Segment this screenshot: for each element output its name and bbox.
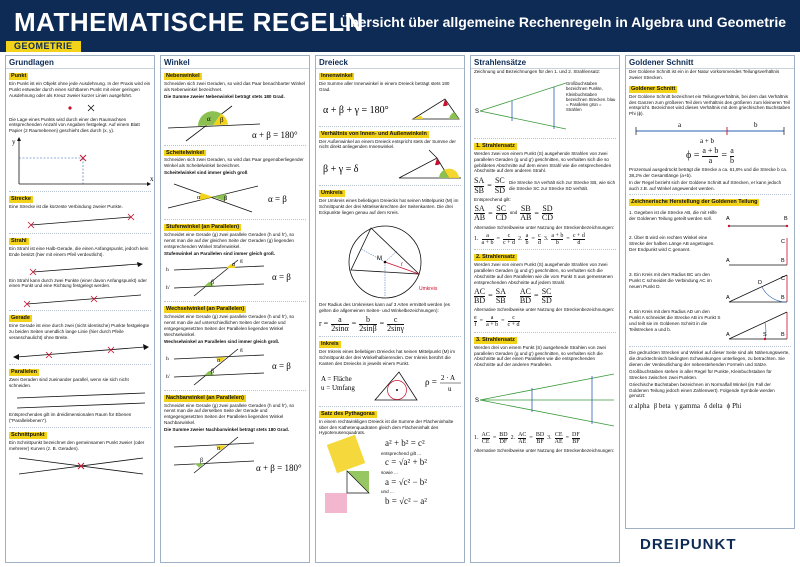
section-text: In der Regel bezieht sich der Goldene Schnitt auf Strecken, er kann jedoch auch z.B. auf Winkel angewendet werden. bbox=[629, 179, 782, 191]
step4-figure bbox=[725, 309, 791, 343]
note-text: Großbuchstaben stehen in aller Regel für Punkte, Kleinbuchstaben für Strecken zwischen zwei Punkten. bbox=[629, 368, 772, 380]
greek-symbol: α alpha bbox=[629, 402, 650, 411]
note-text: Griechische Buchstaben bezeichnen im Normalfall Winkel (im Fall der Goldenen Teilung jedoch einen Zahlenwert). Folgende Symbole werden genutzt: bbox=[629, 381, 775, 399]
logo-text: DREIPUNKT bbox=[640, 536, 737, 553]
triangle-angles-figure bbox=[319, 95, 463, 123]
beta-label: β bbox=[211, 280, 215, 287]
column-heading: Winkel bbox=[161, 56, 309, 69]
section-text: Schneidet eine Gerade (g) zwei parallele Geraden (h und h'), so nennt man die auf unterschiedlichen Seiten der Gerade und entgegengesetzten Seiten der Parallelen liegenden Winkel Wechselwinkel. bbox=[164, 314, 295, 337]
page-subtitle: Übersicht über allgemeine Rechenregeln in Algebra und Geometrie bbox=[339, 14, 786, 30]
alpha-label: α bbox=[207, 114, 211, 123]
svg-text:B: B bbox=[781, 295, 785, 302]
formula: α + β = 180° bbox=[252, 129, 298, 140]
rule-text: Die Summe zweier Nebenwinkel beträgt stets 180 Grad. bbox=[164, 93, 285, 99]
section-title: Strahl bbox=[11, 237, 27, 244]
section-text: Schneidet eine Gerade (g) zwei parallele Geraden (h und h'), so nennt man die auf derselben Seite der Gerade und entgegengesetzten Seiten der Parallelen liegenden Winkel Nachbarwinkel. bbox=[164, 402, 295, 426]
vertical-angle-figure bbox=[164, 178, 308, 216]
h2-label: h' bbox=[166, 373, 170, 380]
step2-figure bbox=[725, 235, 791, 269]
theorem1-letter-formula: 1. $\frac{a}{a + b}$ = $\frac{c}{c + d}$ 2. $\frac{a}{b}$ = $\frac{c}{d}$ 3. $\frac{a + b}{b}$ = $\frac{c + d}{d}$ bbox=[474, 232, 585, 246]
ab-label: a + b bbox=[700, 137, 715, 146]
greek-symbol: δ delta bbox=[704, 402, 723, 411]
svg-text:B: B bbox=[784, 216, 788, 223]
section-text: Werden zwei von einem Punkt (S) ausgehende Strahlen von zwei parallelen Geraden (g und g') geschnitten, so verhalten sich die Abschnitte auf den Parallelen wie die vom Punkt S aus gemessenen entsprechenden Abschnitte auf jedem Strahl. bbox=[474, 262, 613, 285]
section-text: Die Summe aller Innenwinkel in einem Dreieck beträgt stets 180 Grad. bbox=[319, 80, 450, 92]
section-text: Eine Gerade ist eine durch zwei (nicht identische) Punkte festgelegte zu beiden Seiten unendlich lange Linie (hier durch Pfeile veranschaulicht) ohne Breite. bbox=[9, 323, 150, 340]
supplementary-angle-figure bbox=[164, 102, 308, 142]
perimeter-label: u = Umfang bbox=[321, 383, 355, 392]
exterior-angle-figure bbox=[319, 152, 463, 182]
section-text: Ein Punkt ist ein Objekt ohne jede Ausdehnung. In der Praxis wird ein Punkt entweder durch einen sichtbaren Punkt mit einer geringen Ausdehnung oder als Kreuz zweier kurzer Linien ausgeführt. bbox=[9, 80, 151, 98]
section-title: Nachbarwinkel (an Parallelen) bbox=[166, 394, 244, 401]
greek-symbol: γ gamma bbox=[674, 402, 701, 411]
section-title: Parallelen bbox=[11, 368, 37, 375]
section-text: Alternative Schreibweise unter Nutzung der Streckenbezeichnungen: bbox=[474, 307, 615, 313]
x-axis-label: x bbox=[150, 175, 154, 184]
section-title: Verhältnis von Innen- und Außenwinkeln bbox=[321, 130, 427, 137]
co-interior-angle-figure bbox=[164, 435, 308, 475]
column-winkel bbox=[160, 55, 310, 563]
formula: α + β = 180° bbox=[256, 462, 302, 473]
line-figure bbox=[9, 343, 153, 361]
h-label: h bbox=[166, 355, 169, 362]
phi-formula: ϕ = $\frac{a + b}{a}$ = $\frac{a}{b}$ bbox=[685, 146, 735, 165]
column-dreieck: Dreieck Innenwinkel Die Summe aller Innenwinkel in einem Dreieck beträgt stets 180 Grad. α + β + γ = 180° Verhältnis von Innen- und Außenwinkeln Der Außenwinkel an einem Dreieck entspricht stets der Summe der nicht direkt anliegenden Innenwinkel. β + γ = δ Umkreis Der Umkreis eines beliebigen Dreiecks hat seinen Mittelpunkt (M) im Schnittpunkt der drei Mittelsenkrechten der Seitenkanten. Die drei Eckpunkte liegen genau auf dem Kreis. M r Umkreis Der Radius des Umkreises kann auf 3 Arten ermittelt werden (es gelten die allgemeinen Seiten- und Winkelbezeichnungen): r = $\frac{a}{2\sin\alpha}$ = $\frac{b}{2\sin\beta}$ = $\frac{c}{2\sin\gamma}$ Inkreis Der Inkreis eines beliebigen Dreiecks hat seinen Mittelpunkt (M) im Schnittpunkt der drei Winkelhalbierenden. Der Inkreis berührt die Kanten des Dreiecks in jeweils einem Punkt. A = Fläche u = Umfang ρ = 2 · A u Satz des Pythagoras In einem rechtwinkligen Dreieck ist die Summe der Flächeninhalte über den Kathetenquadraten gleich dem Flächeninhalt des Hypotenusenquadrats. a² + b² = c² entsprechend gilt ... c = √a² + b² sowie ... a = √c² − b² und ... b = √c² − a² bbox=[315, 55, 465, 563]
ray-figure bbox=[9, 260, 153, 276]
area-label: A = Fläche bbox=[321, 374, 352, 383]
point-cross bbox=[88, 105, 94, 111]
theorem3-formula: 1. $\frac{AC}{CE}$ = $\frac{BD}{DF}$ 2. $\frac{AC}{AE}$ = $\frac{BD}{BF}$ 3. $\frac{CE}{AE}$ = $\frac{DF}{BF}$ bbox=[474, 432, 580, 446]
section-text: Prozentual ausgedrückt beträgt die Strecke a ca. 61,8% und die Strecke b ca. 38,2% der Gesamtlänge (a+b). bbox=[629, 166, 788, 178]
svg-text:B: B bbox=[781, 332, 785, 339]
section-text: Der Goldene Schnitt bezeichnet ein Teilungsverhältnis, bei dem das Verhältnis des Ganzen zum größeren Teil dem Verhältnis des größeren zum kleineren Teil entspricht. Bezeichnet wird dieses Verhältnis mit dem griechischen Buchstaben Phi (ϕ). bbox=[629, 93, 791, 117]
sub-bar bbox=[0, 42, 800, 52]
column-heading: Strahlensätze bbox=[471, 56, 619, 69]
page-title: MATHEMATISCHE REGELN bbox=[14, 7, 364, 37]
point-dot bbox=[68, 106, 71, 109]
greek-symbol: ϕ Phi bbox=[726, 402, 742, 411]
segment-figure bbox=[9, 212, 153, 230]
construction-step-4: 4. Ein Kreis mit dem Radius AD um den Punkt A schneidet die Strecke AB im Punkt S und teilt sie im Goldenen Schnitt in die Teilstrecken a und b. A B S bbox=[629, 309, 791, 343]
section-title: Wechselwinkel (an Parallelen) bbox=[166, 306, 245, 313]
greek-symbol: β beta bbox=[653, 402, 671, 411]
svg-text:S: S bbox=[763, 332, 767, 339]
theorem1-alt-formula: $\frac{SA}{AB}$ = $\frac{SC}{CD}$ und $\frac{SB}{AB}$ = $\frac{SD}{CD}$ bbox=[474, 203, 554, 223]
column-goldener-schnitt bbox=[625, 55, 795, 529]
pythagoras-formula: a² + b² = c² bbox=[385, 438, 425, 449]
section-text: Entsprechendes gilt im dreidimensionalen Raum für Ebenen ("Parallelebenen"). bbox=[9, 412, 132, 424]
formula: α = β bbox=[268, 194, 287, 204]
section-title: Punkt bbox=[11, 73, 27, 79]
section-text: Der Radius des Umkreises kann auf 3 Arten ermittelt werden (es gelten die allgemeinen Seiten- und Winkelbezeichnungen): bbox=[319, 301, 450, 313]
section-title: 1. Strahlensatz bbox=[476, 142, 515, 149]
alpha-label: α bbox=[232, 262, 236, 269]
coordinate-figure bbox=[9, 136, 153, 188]
leg-b-formula: b = √c² − a² bbox=[385, 495, 427, 506]
rho-lhs: ρ = bbox=[425, 376, 437, 387]
s-label: S bbox=[475, 108, 480, 115]
column-grundlagen bbox=[5, 55, 155, 563]
s-label: S bbox=[475, 398, 480, 405]
circumcircle-figure bbox=[319, 218, 463, 300]
beta-label: β bbox=[200, 457, 204, 464]
section-text: Werden zwei von einem Punkt (S) ausgehende Strahlen von zwei parallelen Geraden (g und g') geschnitten, so verhalten sich die so gebildeten Abschnitte auf dem einen Strahl wie die entsprechenden Abschnitte auf dem anderen Strahl. bbox=[474, 150, 612, 174]
h2-label: h' bbox=[166, 285, 170, 292]
note-text: Die gedruckten Strecken und Winkel auf dieser Seite sind als Näherungswerte, die drucktechnisch bedingten Schwankungen unterliegen, zu betrachten. Sie dienen der Verdeutlichung der nebenstehenden Formeln und Sätze. bbox=[629, 350, 790, 368]
umkreis-label: Umkreis bbox=[419, 285, 438, 292]
section-title: Nebenwinkel bbox=[166, 73, 200, 79]
column-heading: Goldener Schnitt bbox=[626, 56, 794, 69]
svg-text:A: A bbox=[726, 295, 730, 302]
construction-step-1: 1. Gegeben ist die Strecke AB, die mit Hilfe der Goldenen Teilung geteilt werden soll. A B bbox=[629, 210, 791, 232]
construction-step-3: 3. Ein Kreis mit dem Radius BC um den Punkt C schneidet die Verbindung AC im neuen Punkt D. A B C D bbox=[629, 272, 791, 306]
rule-text: Wechselwinkel an Parallelen sind immer gleich groß. bbox=[164, 338, 280, 344]
center-label: M bbox=[377, 255, 382, 262]
section-text: Ein Strahl ist eine Halb-Gerade, die einen Anfangspunkt, jedoch kein Ende besitzt (hier mit einem Pfeil verdeutlicht). bbox=[9, 245, 149, 257]
leg-a-formula: a = √c² − b² bbox=[385, 476, 427, 487]
section-text: Zeichnung und Bezeichnungen für den 1. und 2. Strahlensatz: bbox=[474, 69, 601, 74]
pythagoras-figure bbox=[319, 437, 377, 515]
svg-text:B: B bbox=[781, 258, 785, 265]
section-text: Schneiden sich zwei Geraden, so wird das Paar benachbarter Winkel als Nebenwinkel bezeichnet. bbox=[164, 80, 305, 92]
section-badge: GEOMETRIE bbox=[6, 41, 81, 52]
circumradius-formula: r = $\frac{a}{2\sin\alpha}$ = $\frac{b}{2\sin\beta}$ = $\frac{c}{2\sin\gamma}$ bbox=[319, 314, 405, 333]
theorem2-formula: $\frac{AC}{BD}$ = $\frac{SA}{SB}$ $\frac{AC}{BD}$ = $\frac{SC}{SD}$ bbox=[474, 286, 552, 305]
intersection-figure bbox=[9, 454, 153, 478]
step3-figure bbox=[725, 272, 791, 306]
y-axis-label: y bbox=[12, 138, 16, 147]
section-text: Alternative Schreibweise unter Nutzung der Streckenbezeichnungen: bbox=[474, 224, 615, 230]
corresponding-angle-figure bbox=[164, 258, 308, 298]
formula: α + β + γ = 180° bbox=[323, 104, 389, 116]
section-title: Umkreis bbox=[321, 190, 343, 197]
radius-label: r bbox=[401, 261, 403, 268]
step1-figure bbox=[725, 210, 791, 232]
section-text: Schneiden sich zwei Geraden, so wird das Paar gegenüberliegender Winkel als Scheitelwinkel bezeichnet. bbox=[164, 157, 304, 169]
column-heading: Dreieck bbox=[316, 56, 464, 69]
section-text: Der Umkreis eines beliebigen Dreiecks hat seinen Mittelpunkt (M) im Schnittpunkt der drei Mittelsenkrechten der Seitenkanten. Die drei Eckpunkte liegen genau auf dem Kreis. bbox=[319, 198, 459, 215]
rule-text: Die Summe zweier Nachbarwinkel beträgt stets 180 Grad. bbox=[164, 427, 290, 432]
golden-segment-figure bbox=[630, 119, 790, 145]
svg-text:A: A bbox=[726, 258, 730, 265]
rho-den: u bbox=[448, 384, 452, 393]
figure-legend: Großbuchstaben bezeichnen Punkte, Kleinbuchstaben bezeichnen Strecken. blau = Parallelen grün = Strahlen bbox=[566, 80, 616, 113]
theorem1-note: Die Strecke SA verhält sich zur Strecke SB, wie sich die Strecke SC zur Strecke SD verhält. bbox=[508, 179, 616, 191]
section-text: Der Inkreis eines beliebigen Dreiecks hat seinen Mittelpunkt (M) im Schnittpunkt der drei Winkelhalbierenden. Der Inkreis berührt die Kanten des Dreiecks in jeweils einem Punkt. bbox=[319, 349, 456, 366]
section-text: In einem rechtwinkligen Dreieck ist die Summe der Flächeninhalte über den Kathetenquadraten gleich dem Flächeninhalt des Hypotenusenquadrats. bbox=[319, 418, 454, 436]
section-text: Werden drei von einem Punkt (S) ausgehende Strahlen von zwei parallelen Geraden (g und g') geschnitten, so verhalten sich die Abschnitte auf der einen Parallelen wie die entsprechenden Abschnitte auf der anderen Parallelen. bbox=[474, 344, 606, 368]
theorem3-figure bbox=[474, 370, 618, 430]
h-label: h bbox=[166, 267, 169, 274]
intercept-theorem-figure bbox=[474, 77, 618, 135]
section-title: Stufenwinkel (an Parallelen) bbox=[166, 224, 240, 230]
section-title: Satz des Pythagoras bbox=[321, 410, 375, 417]
incircle-figure bbox=[319, 369, 463, 403]
rho-num: 2 · A bbox=[441, 373, 455, 382]
formula: β + γ = δ bbox=[323, 164, 359, 176]
a-label: a bbox=[678, 121, 682, 130]
formula: α = β bbox=[272, 360, 291, 371]
g-label: g bbox=[240, 258, 243, 265]
formula: α = β bbox=[272, 272, 291, 283]
section-title: 3. Strahlensatz bbox=[476, 336, 515, 343]
beta-label: β bbox=[220, 115, 224, 124]
hypotenuse-formula: c = √a² + b² bbox=[385, 457, 427, 468]
section-title: Gerade bbox=[11, 315, 30, 322]
alternate-angle-figure bbox=[164, 347, 308, 387]
theorem1-formula: $\frac{SA}{SB}$ = $\frac{SC}{SD}$ bbox=[474, 176, 505, 195]
section-text: Ein Strahl kann durch zwei Punkte (einer davon Anfangspunkt) oder einen Punkt und eine Richtung festgelegt werden. bbox=[9, 277, 147, 289]
section-title: Goldener Schnitt bbox=[631, 85, 676, 92]
construction-step-2: 2. Über B wird ein rechten Winkel eine Strecke der halben Länge AB angetragen. Der Endpunkt wird C genannt. A B C bbox=[629, 235, 791, 269]
section-text: Die Lage eines Punkts wird durch einer den Raumachsen entsprechenden Anzahl von Angaben festgelegt. Auf einem Blatt Papier (2 Raumebenen) geschieht dies durch (x, y). bbox=[9, 116, 140, 134]
ray-two-points-figure bbox=[9, 291, 153, 307]
svg-text:A: A bbox=[726, 332, 730, 339]
rule-text: Scheitelwinkel sind immer gleich groß bbox=[164, 170, 248, 176]
section-title: Schnittpunkt bbox=[11, 432, 45, 439]
section-text: Zwei Geraden sind zueinander parallel, wenn sie sich nicht schneiden. bbox=[9, 376, 129, 388]
column-strahlensaetze bbox=[470, 55, 620, 563]
point-figure bbox=[40, 101, 120, 115]
section-title: Strecke bbox=[11, 196, 31, 203]
section-title: Innenwinkel bbox=[321, 73, 353, 79]
section-text: Schneidet eine Gerade (g) zwei parallele Geraden (h und h'), so nennt man die auf der gleichen Seite der Geraden (g) liegenden entsprechenden Winkel Stufenwinkel. bbox=[164, 231, 295, 249]
section-text: Eine Strecke ist die kürzeste Verbindung zweier Punkte. bbox=[9, 204, 123, 209]
g-label: g bbox=[240, 346, 243, 353]
section-text: Der Goldene Schnitt ist ein in der Natur vorkommendes Teilungsverhältnis zweier Strecken. bbox=[629, 69, 780, 80]
section-title: Scheitelwinkel bbox=[166, 149, 204, 156]
svg-text:C: C bbox=[781, 276, 785, 283]
b-label: b bbox=[754, 121, 758, 130]
section-title: 2. Strahlensatz bbox=[476, 254, 515, 261]
section-text: Der Außenwinkel an einem Dreieck entspricht stets der Summe der nicht direkt anliegenden Innenwinkel. bbox=[319, 138, 456, 150]
svg-text:A: A bbox=[726, 216, 730, 223]
section-text: Alternative Schreibweise unter Nutzung der Streckenbezeichnungen: bbox=[474, 447, 615, 453]
section-title: Inkreis bbox=[321, 341, 339, 348]
section-title: Zeichnerische Herstellung der Goldenen Teilung bbox=[631, 199, 758, 206]
beta-label: β bbox=[211, 368, 215, 375]
section-text: Ein Schnittpunkt bezeichnet den gemeinsamen Punkt zweier (oder mehrerer) Kurven (z. B. Geraden). bbox=[9, 440, 145, 451]
theorem2-letter-formula: $\frac{e}{f}$ = $\frac{a}{a + b}$ = $\frac{c}{c + d}$ bbox=[474, 315, 520, 329]
alpha-label: α bbox=[217, 445, 221, 452]
beta-label: β bbox=[224, 195, 228, 202]
alpha-label: α bbox=[217, 357, 221, 364]
alpha-label: α bbox=[197, 194, 201, 201]
svg-text:C: C bbox=[781, 239, 785, 246]
svg-text:D: D bbox=[758, 280, 762, 287]
rule-text: Stufenwinkel an Parallelen sind immer gleich groß. bbox=[164, 250, 276, 256]
greek-symbol-list bbox=[629, 402, 791, 411]
section-text: Entsprechend gilt: bbox=[474, 197, 511, 203]
publisher-logo bbox=[632, 534, 792, 556]
parallels-figure bbox=[9, 390, 153, 410]
column-heading: Grundlagen bbox=[6, 56, 154, 69]
